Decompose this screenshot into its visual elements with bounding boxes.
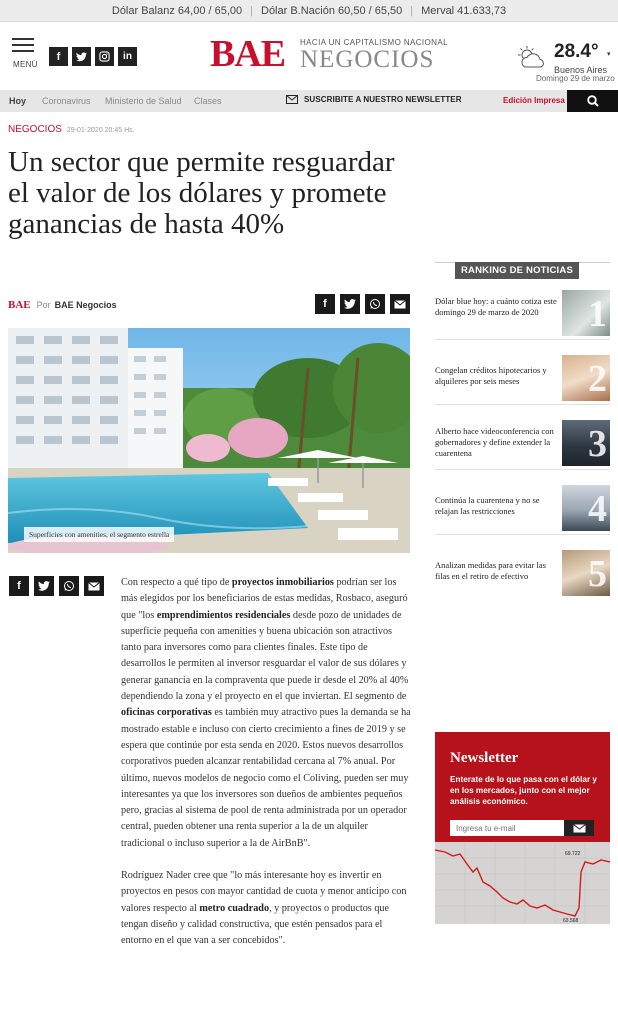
ranking-item-text[interactable]: Analizan medidas para evitar las filas en el retiro de efectivo [435,560,546,581]
chevron-down-icon[interactable]: ▾ [607,51,611,58]
section-label[interactable]: NEGOCIOS [8,124,62,135]
share-twitter-icon[interactable] [340,294,360,314]
menu-button[interactable] [12,38,36,56]
share-buttons-left [9,576,104,596]
ranking-item[interactable] [435,550,610,600]
social-links [49,47,137,66]
menu-label: MENÚ [13,60,38,69]
share-twitter-icon[interactable] [34,576,54,596]
author-name[interactable]: BAE Negocios [54,300,117,310]
newsletter-email-input[interactable] [450,820,564,836]
ranking-item[interactable] [435,355,610,405]
search-button[interactable] [567,90,618,112]
ranking-number: 2 [588,358,607,400]
envelope-icon [286,95,298,104]
instagram-icon[interactable] [95,47,114,66]
site-logo[interactable] [210,33,448,75]
newsletter-box [435,732,610,924]
ranking-item-text[interactable]: Alberto hace videoconferencia con gobernadores y define extender la cuarentena [435,426,554,458]
site-header [0,22,618,90]
ticker-separator: | [250,4,253,17]
ranking-number: 5 [588,553,607,595]
graph-low-label: 63.568 [563,918,579,924]
article-body [121,575,411,966]
byline-logo: BAE [8,299,31,311]
newsletter-subscribe-label: SUSCRIBITE A NUESTRO NEWSLETTER [304,95,462,104]
text-run: desde pozo de unidades de superficie pequeña con amenities y buena ubicación son atractivos tanto para inversores como para clientes finales. Este tipo de desarrollos le permiten al inversor resguardar el valor de sus dólares y generar ganancia en la compraventa que puede ir desde el 20% al 40% dependiendo la zona y el proyecto en el que inviertan. El segmento de [121,609,409,703]
edicion-impresa-link[interactable]: Edición Impresa [503,96,565,105]
text-run: es también muy atractivo pues la demanda se ha mostrado estable e incluso con cierto crecimiento a fines de 2019 y se espera que continúe por esta senda en 2020. Estos nuevos desarrollos corporativos pueden alcanzar rentabilidad cercana al 7% anual. Por último, nuevos modelos de negocio como el Coliving, pueden ser muy interesantes ya que los inversores son dueños de ambientes pequeños pero, gracias al sistema de pool de renta administrada por un operador central, pueden obtener una renta superior a la de un alquiler tradicional o incluso superior a la de AirBnB". [121,707,411,849]
hamburger-icon [12,38,34,40]
ranking-header [435,262,610,280]
facebook-icon[interactable]: f [49,47,68,66]
byline [8,296,117,314]
partly-cloudy-icon [515,46,549,70]
market-graph-image [435,842,610,924]
bold-text: proyectos inmobiliarios [231,577,334,588]
text-run: Con respecto a qué tipo de [121,577,232,588]
share-buttons-top [315,294,410,314]
logo-bae: BAE [210,33,286,75]
share-email-icon[interactable] [84,576,104,596]
ranking-item-text[interactable]: Congelan créditos hipotecarios y alquileres por seis meses [435,365,547,386]
graph-high-label: 69.722 [565,851,581,857]
logo-tagline: HACIA UN CAPITALISMO NACIONAL [300,38,448,47]
ranking-item-text[interactable]: Continúa la cuarentena y no se relajan las restricciones [435,495,540,516]
ranking-thumbnail[interactable] [562,485,610,531]
linkedin-icon[interactable]: in [118,47,137,66]
market-ticker [0,0,618,22]
weather-widget [515,38,615,86]
ticker-dolar-balanz: Dólar Balanz 64,00 / 65,00 [111,4,243,17]
ticker-separator: | [410,4,414,17]
share-facebook-icon[interactable]: f [315,294,335,314]
envelope-icon [573,824,586,833]
bold-text: metro cuadrado [199,902,270,914]
article-title: Un sector que permite resguardar el valor de los dólares y promete ganancias de hasta 40% [8,146,395,240]
newsletter-subscribe-link[interactable] [286,95,462,104]
nav-item-ministerio[interactable]: Ministerio de Salud [105,96,182,106]
ranking-thumbnail[interactable] [562,355,610,401]
article-paragraph [121,575,411,852]
article-section [8,124,135,135]
nav-item-clases[interactable]: Clases [194,96,222,106]
hamburger-icon-bar [12,50,34,52]
weather-temperature: 28.4° [554,41,599,62]
text-run: Rodríguez Nader cree que "lo más interesante hoy es invertir en proyectos en pesos con mayor cantidad de cuota y menor anticipo con valores respecto al [121,870,407,914]
bold-text: oficinas corporativas [121,707,212,719]
hero-caption: Superficies con amenities, el segmento estrella [24,527,174,542]
share-whatsapp-icon[interactable] [59,576,79,596]
ranking-item[interactable] [435,420,610,470]
nav-item-coronavirus[interactable]: Coronavirus [42,96,91,106]
article-paragraph [121,868,411,949]
search-icon [587,95,599,107]
newsletter-description: Enterate de lo que pasa con el dólar y en los mercados, junto con el mejor análisis económico. [450,775,597,806]
logo-negocios: NEGOCIOS [300,46,435,73]
ranking-item-text[interactable]: Dólar blue hoy: a cuánto cotiza este domingo 29 de marzo de 2020 [435,296,557,317]
hamburger-icon-bar [12,44,34,46]
ranking-number: 1 [588,293,607,335]
ranking-number: 4 [588,488,607,530]
weather-date: Domingo 29 de marzo [536,74,615,83]
ranking-thumbnail[interactable] [562,290,610,336]
ranking-item[interactable] [435,485,610,535]
ranking-thumbnail[interactable] [562,420,610,466]
ranking-thumbnail[interactable] [562,550,610,596]
share-email-icon[interactable] [390,294,410,314]
share-whatsapp-icon[interactable] [365,294,385,314]
newsletter-title: Newsletter [450,750,519,766]
ranking-title: RANKING DE NOTICIAS [455,262,579,279]
article-date: 29-01-2020 20:45 Hs. [66,127,135,134]
nav-item-hoy[interactable]: Hoy [9,96,27,106]
ranking-number: 3 [588,423,607,465]
main-nav [0,90,618,112]
twitter-icon[interactable] [72,47,91,66]
hero-image [8,328,410,553]
ticker-merval: Merval 41.633,73 [421,4,507,17]
text-run: podrían ser los más elegidos por los beneficiarios de estas medidas, Rosbaco, aseguró que "los [121,577,408,621]
ticker-dolar-nacion: Dólar B.Nación 60,50 / 65,50 [261,4,403,17]
newsletter-submit-button[interactable] [564,820,594,836]
byline-prefix: Por [36,300,51,310]
share-facebook-icon[interactable]: f [9,576,29,596]
bold-text: emprendimientos residenciales [156,609,291,621]
weather-city: Buenos Aires [554,65,608,75]
ranking-item[interactable] [435,290,610,340]
text-run: , y proyectos o productos que tengan diseño y calidad constructiva, que estén pensados para el entorno en el que van a ser concebidos". [121,902,390,947]
